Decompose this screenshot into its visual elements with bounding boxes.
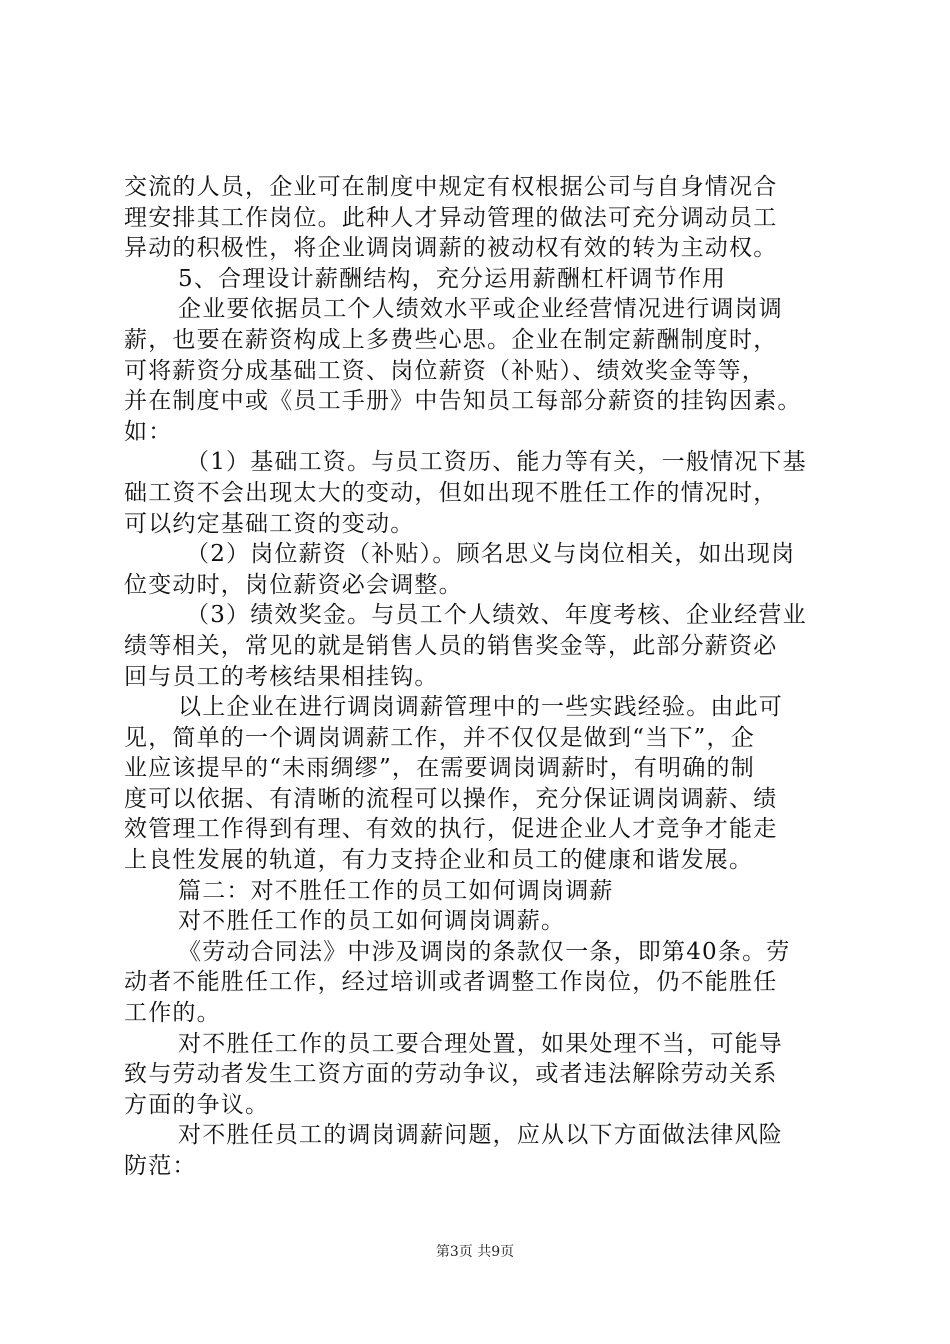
text-line: 绩等相关，常见的就是销售人员的销售奖金等，此部分薪资必	[124, 632, 778, 659]
text-line: 可以约定基础工资的变动。	[124, 510, 415, 537]
text-line: 对不胜任员工的调岗调薪问题，应从以下方面做法律风险	[178, 1122, 783, 1149]
text-line: 础工资不会出现太大的变动，但如出现不胜任工作的情况时，	[124, 479, 778, 506]
text-line: 度可以依据、有清晰的流程可以操作，充分保证调岗调薪、绩	[124, 785, 778, 812]
list-item: （1）基础工资。与员工资历、能力等有关，一般情况下基	[186, 449, 807, 476]
page-footer: 第3页 共9页	[435, 1244, 515, 1260]
text-line: 回与员工的考核结果相挂钩。	[124, 663, 439, 690]
text-line: 见，简单的一个调岗调薪工作，并不仅仅是做到“当下”，企	[124, 724, 755, 751]
body-text	[124, 172, 836, 1182]
text-line: 薪，也要在薪资构成上多费些心思。企业在制定薪酬制度时，	[124, 326, 778, 353]
text-line: 防范：	[124, 1153, 197, 1179]
text-line: 以上企业在进行调岗调薪管理中的一些实践经验。由此可	[178, 694, 783, 721]
list-item: （2）岗位薪资（补贴）。顾名思义与岗位相关，如出现岗	[186, 541, 796, 568]
text-line: 业应该提早的“未雨绸缪”，在需要调岗调薪时，有明确的制	[124, 755, 755, 782]
section-heading: 5、合理设计薪酬结构，充分运用薪酬杠杆调节作用	[178, 265, 727, 292]
text-line: 对不胜任工作的员工如何调岗调薪。	[178, 908, 566, 935]
text-line: 效管理工作得到有理、有效的执行，促进企业人才竞争才能走	[124, 816, 778, 843]
text-line: 上良性发展的轨道，有力支持企业和员工的健康和谐发展。	[124, 847, 754, 874]
text-line: 交流的人员，企业可在制度中规定有权根据公司与自身情况合	[124, 174, 778, 200]
text-line: 对不胜任工作的员工要合理处置，如果处理不当，可能导	[178, 1030, 783, 1057]
list-item: （3）绩效奖金。与员工个人绩效、年度考核、企业经营业	[186, 602, 807, 629]
text-line: 方面的争议。	[124, 1091, 270, 1118]
text-line: 异动的积极性，将企业调岗调薪的被动权有效的转为主动权。	[124, 235, 778, 262]
section-heading: 篇二：对不胜任工作的员工如何调岗调薪	[178, 877, 614, 904]
text-line: 致与劳动者发生工资方面的劳动争议，或者违法解除劳动关系	[124, 1061, 778, 1088]
text-line: 并在制度中或《员工手册》中告知员工每部分薪资的挂钩因素。	[124, 388, 802, 415]
text-line: 工作的。	[124, 1000, 221, 1027]
text-line: 企业要依据员工个人绩效水平或企业经营情况进行调岗调	[178, 296, 783, 323]
text-line: 位变动时，岗位薪资必会调整。	[124, 571, 463, 598]
text-line: 理安排其工作岗位。此种人才异动管理的做法可充分调动员工	[124, 204, 778, 231]
text-line: 动者不能胜任工作，经过培训或者调整工作岗位，仍不能胜任	[124, 969, 778, 996]
text-line: 可将薪资分成基础工资、岗位薪资（补贴）、绩效奖金等等，	[124, 357, 766, 384]
text-line: 如：	[124, 418, 173, 445]
text-line: 《劳动合同法》中涉及调岗的条款仅一条，即第40条。劳	[178, 938, 791, 965]
